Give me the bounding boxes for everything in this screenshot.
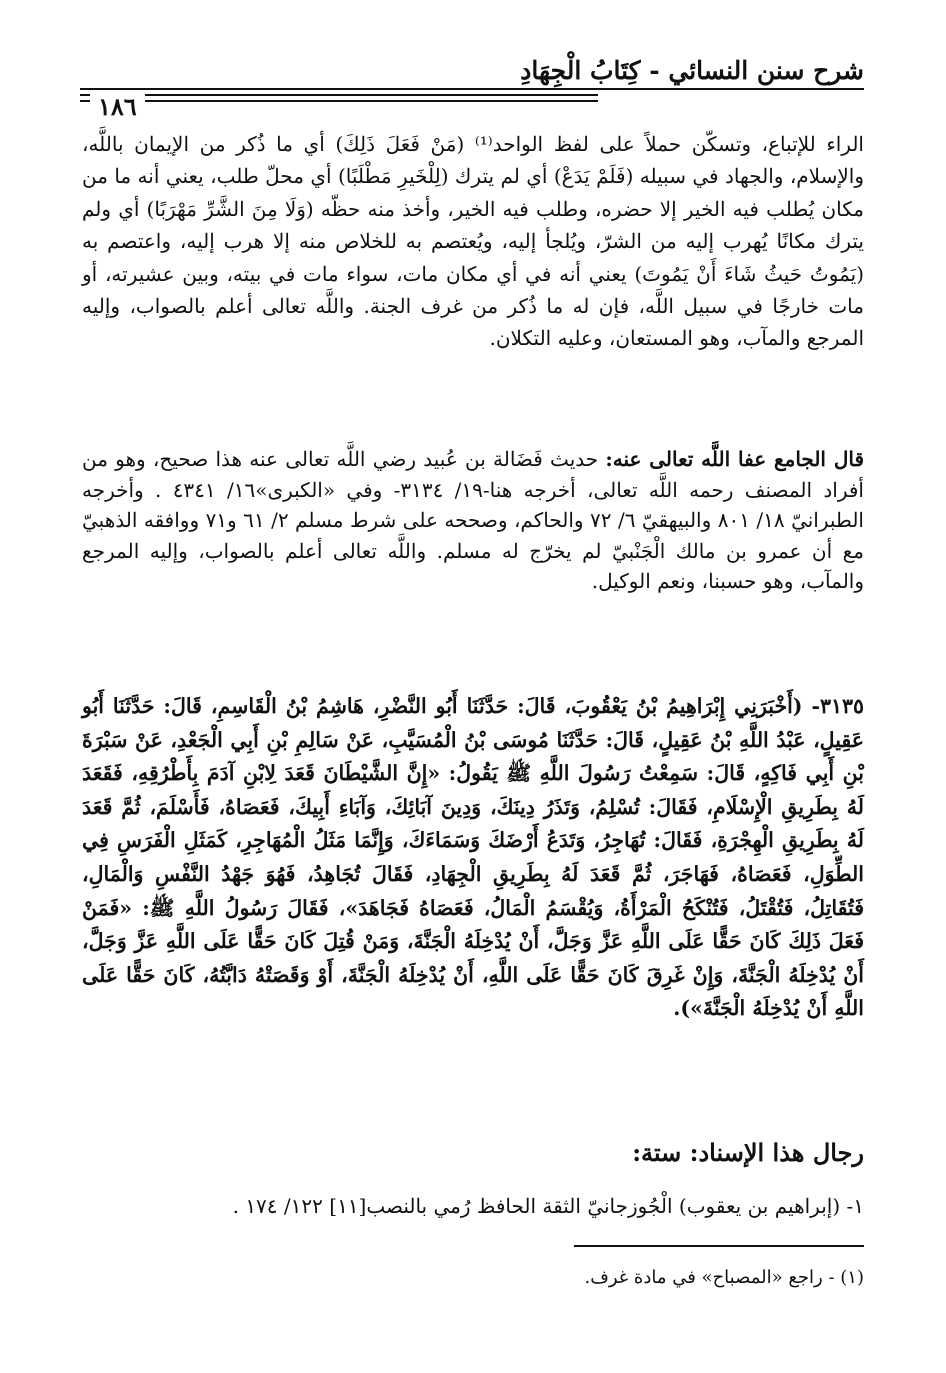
commentary-paragraph: الراء للإتباع، وتسكّن حملاً على لفظ الواحد⁽¹⁾ (مَنْ فَعَلَ ذَلِكَ) أي ما ذُكر من الإيمان باللَّه، والإسلام، والجهاد في سبيله (فَلَمْ يَدَعْ) أي لم يترك (لِلْخَيرِ مَطْلَبًا) أي محلّ طلب، يعني أنه ما من مكان يُطلب فيه الخير إلا حضره، وطلب فيه الخير، وأخذ منه حظّه (وَلَا مِنَ الشَّرِّ مَهْرَبًا) أي ولم يترك مكانًا يُهرب إليه من الشرّ، ويُلجأ إليه، ويُعتصم به للخلاص منه إلا هرب إليه، واعتصم به (يَمُوتُ حَيثُ شَاءَ أَنْ يَمُوتَ) يعني أنه في أي مكان مات، سواء مات في بيته، وبين عشيرته، أو مات خارجًا في سبيل اللَّه، فإن له ما ذُكر من غرف الجنة. واللَّه تعالى أعلم بالصواب، وإليه المرجع والمآب، وهو المستعان، وعليه التكلان. <box>82 132 865 351</box>
header-triple-rule <box>80 88 598 121</box>
hadith-text: ٣١٣٥- (أَخْبَرَنِي إِبْرَاهِيمُ بْنُ يَعْقُوبَ، قَالَ: حَدَّثَنَا أَبُو النَّضْرِ، هَاشِمُ بْنُ الْقَاسِمِ، قَالَ: حَدَّثَنَا أَبُو عَقِيلٍ، عَبْدُ اللَّهِ بْنُ عَقِيلٍ، قَالَ: حَدَّثَنَا مُوسَى بْنُ الْمُسَيَّبِ، عَنْ سَالِمِ بْنِ أَبِي الْجَعْدِ، عَنْ سَبْرَةَ بْنِ أَبِي فَاكِهٍ، قَالَ: سَمِعْتُ رَسُولَ اللَّهِ ﷺ يَقُولُ: «إِنَّ الشَّيْطَانَ قَعَدَ لِابْنِ آدَمَ بِأَطْرُقِهِ، فَقَعَدَ لَهُ بِطَرِيقِ الْإِسْلَامِ، فَقَالَ: تُسْلِمُ، وَتَذَرُ دِينَكَ، وَدِينَ آبَائِكَ، وَآبَاءِ أَبِيكَ، فَعَصَاهُ، فَأَسْلَمَ، ثُمَّ قَعَدَ لَهُ بِطَرِيقِ الْهِجْرَةِ، فَقَالَ: تُهَاجِرُ، وَتَدَعُ أَرْضَكَ وَسَمَاءَكَ، وَإِنَّمَا مَثَلُ الْمُهَاجِرِ، كَمَثَلِ الْفَرَسِ فِي الطِّوَلِ، فَعَصَاهُ، فَهَاجَرَ، ثُمَّ قَعَدَ لَهُ بِطَرِيقِ الْجِهَادِ، فَقَالَ تُجَاهِدُ، فَهُوَ جَهْدُ النَّفْسِ وَالْمَالِ، فَتُقَاتِلُ، فَتُقْتَلُ، فَتُنْكَحُ الْمَرْأَةُ، وَيُقْسَمُ الْمَالُ، فَعَصَاهُ فَجَاهَدَ»، فَقَالَ رَسُولُ اللَّهِ ﷺ: «فَمَنْ فَعَلَ ذَلِكَ كَانَ حَقًّا عَلَى اللَّهِ عَزَّ وَجَلَّ، أَنْ يُدْخِلَهُ الْجَنَّةَ، وَمَنْ قُتِلَ كَانَ حَقًّا عَلَى اللَّهِ عَزَّ وَجَلَّ، أَنْ يُدْخِلَهُ الْجَنَّةَ، وَإِنْ غَرِقَ كَانَ حَقًّا عَلَى اللَّهِ، أَنْ يُدْخِلَهُ الْجَنَّةَ، أَوْ وَقَصَتْهُ دَابَّتُهُ، كَانَ حَقًّا عَلَى اللَّهِ أَنْ يُدْخِلَهُ الْجَنَّةَ»). <box>82 694 864 1021</box>
compiler-note-text: حديث فَضَالة بن عُبيد رضي اللَّه تعالى عنه هذا صحيح، وهو من أفراد المصنف رحمه اللَّه تعالى، أخرجه هنا-١٩/ ٣١٣٤- وفي «الكبرى»١٦/ ٤٣٤١ . وأخرجه الطبرانيّ ١٨/ ٨٠١ والبيهقيّ ٦/ ٧٢ والحاكم، وصححه على شرط مسلم ٢/ ٦١ و٧١ ووافقه الذهبيّ مع أن عمرو بن مالك الْجَنْبيّ لم يخرّج له مسلم. واللَّه تعالى أعلم بالصواب، وإليه المرجع والمآب، وهو حسبنا، ونعم الوكيل. <box>82 447 864 594</box>
compiler-note-paragraph <box>82 444 864 597</box>
narrator-entry: ١- (إبراهيم بن يعقوب) الْجُوزجانيّ الثقة الحافظ رُمي بالنصب[١١] ١٢٢/ ١٧٤ . <box>232 1194 864 1218</box>
header-rule-line <box>80 100 598 102</box>
footnote-separator <box>574 1245 864 1247</box>
page-header <box>80 52 864 121</box>
section-heading: رجال هذا الإسناد: ستة: <box>632 1138 864 1167</box>
title-underline <box>598 88 864 90</box>
compiler-note-lead: قال الجامع عفا اللَّه تعالى عنه: <box>605 447 865 471</box>
header-rule-line <box>80 88 598 90</box>
footnote: (١) - راجع «المصباح» في مادة غرف. <box>584 1267 864 1288</box>
page-number: ١٨٦ <box>90 92 145 122</box>
running-title: شرح سنن النسائي - كِتَابُ الْجِهَادِ <box>520 56 864 85</box>
header-rule-line <box>80 94 598 96</box>
